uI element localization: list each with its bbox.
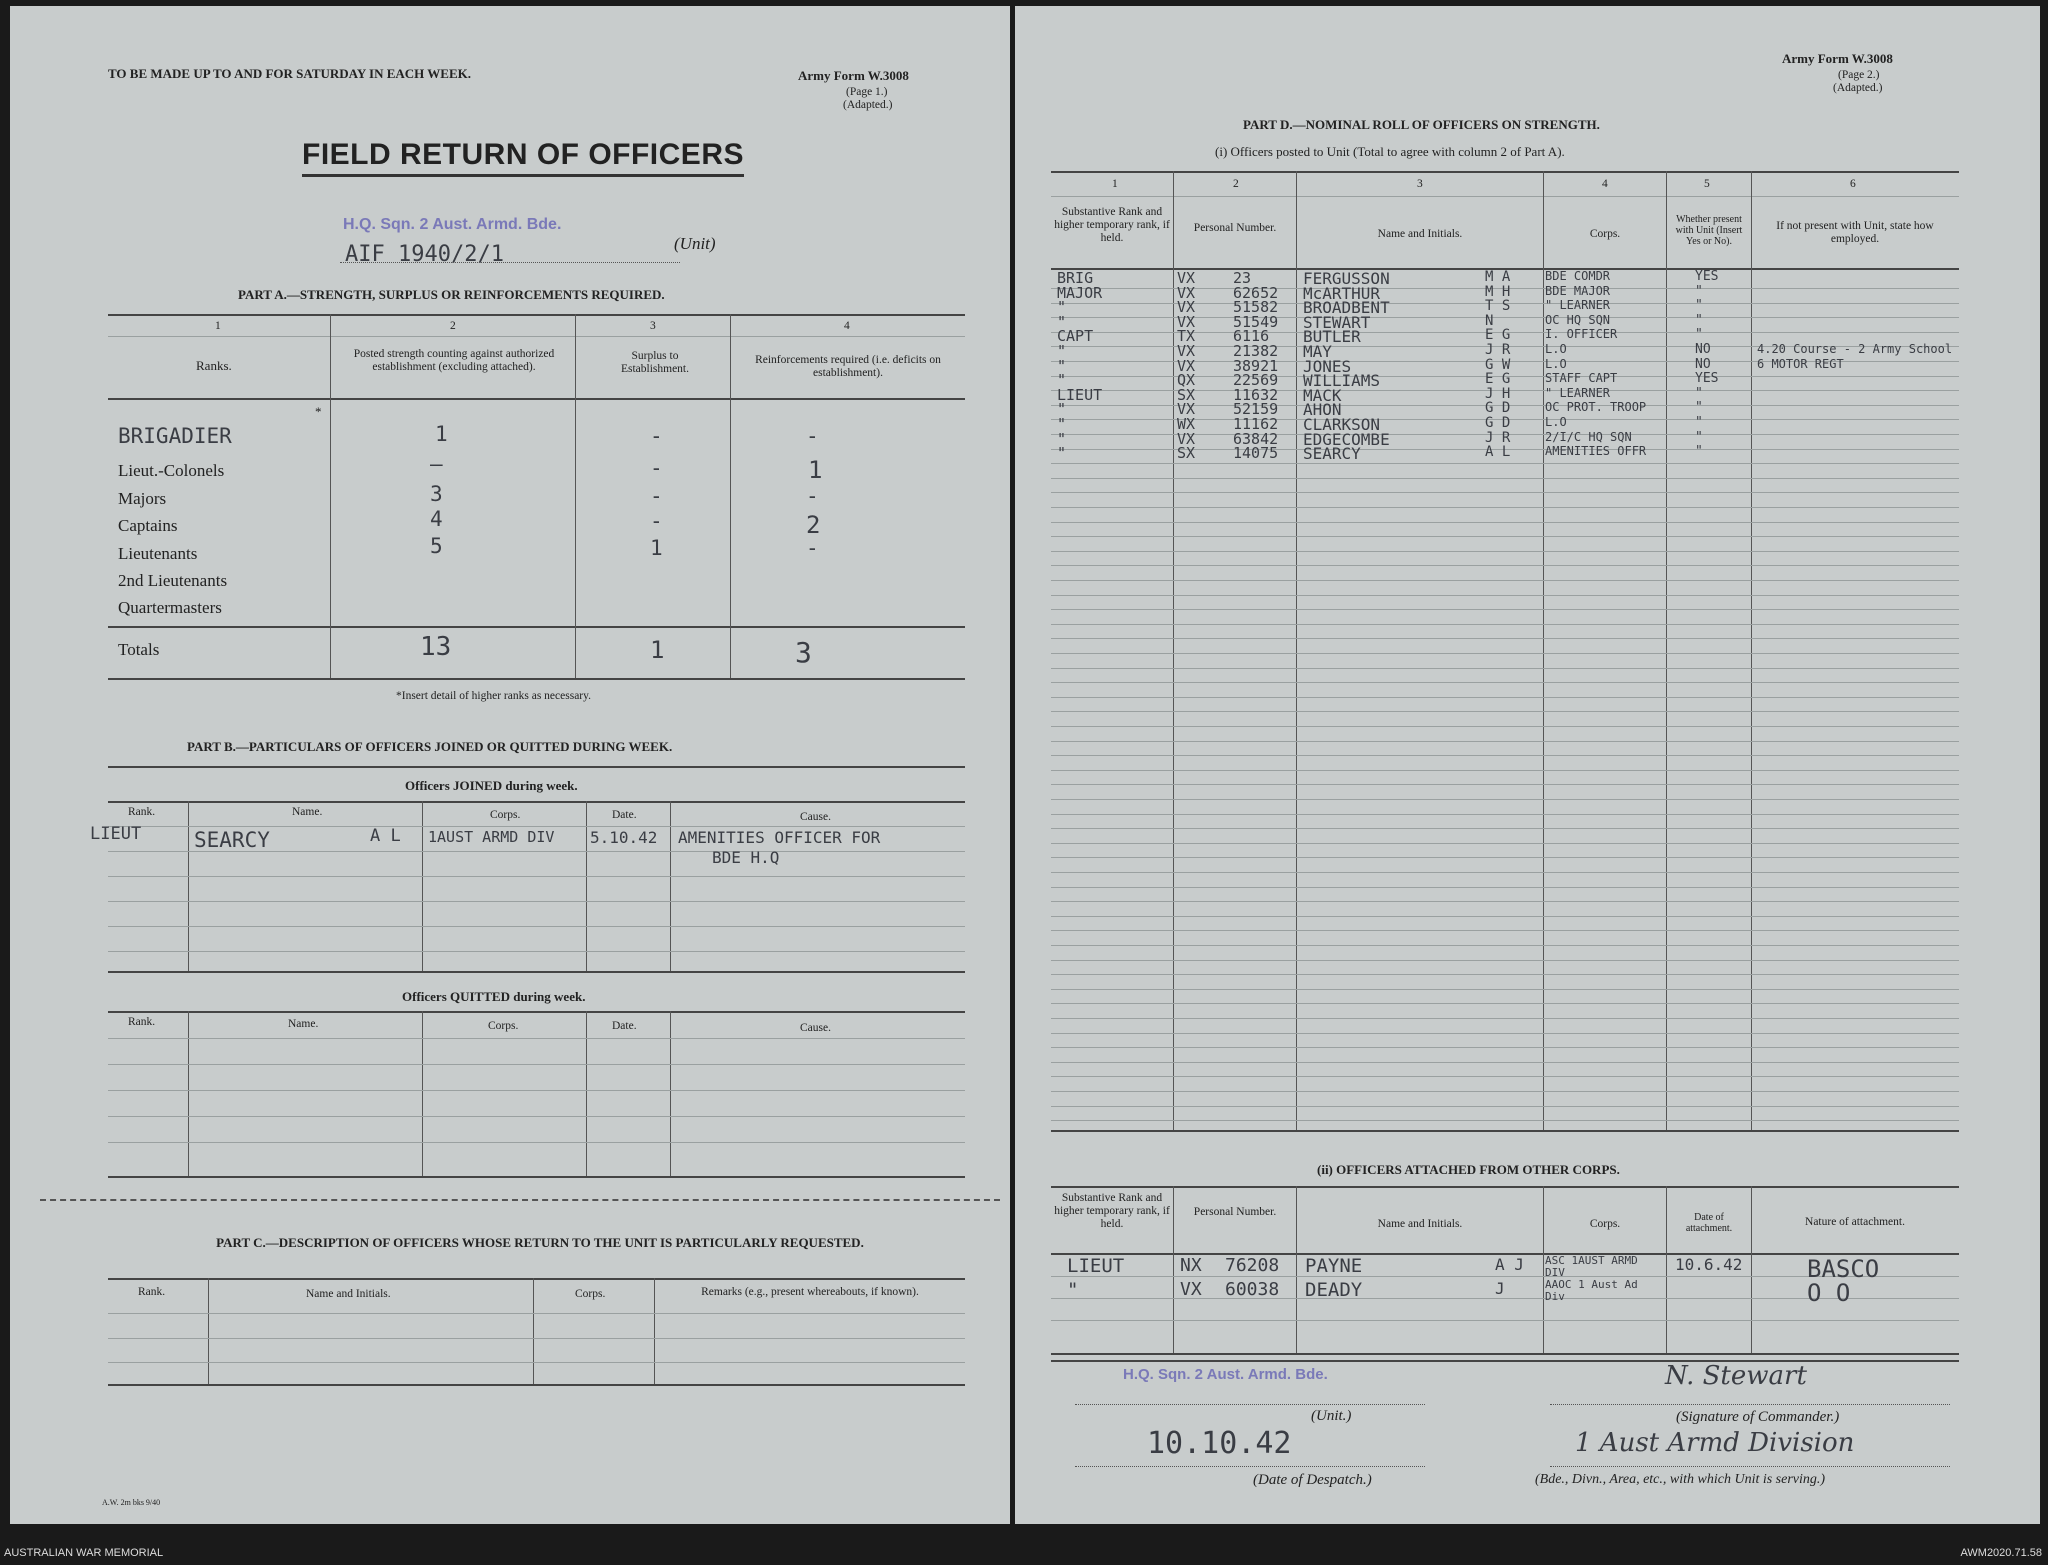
part-c-col-name: Name and Initials.	[306, 1288, 391, 1300]
roll-init: J R	[1485, 430, 1511, 446]
row-strength: 5	[430, 534, 443, 558]
signature-label: (Signature of Commander.)	[1676, 1409, 1840, 1425]
roll-present: NO	[1695, 357, 1711, 372]
part-a-col-4: 4	[844, 320, 850, 332]
roll-name: AHON	[1303, 400, 1342, 419]
attached-init: J	[1495, 1279, 1505, 1298]
roll-init: M H	[1485, 284, 1511, 300]
totals-strength: 13	[420, 632, 452, 662]
row-surplus: 1	[650, 536, 663, 560]
row-rank: Quartermasters	[118, 598, 222, 617]
roll-num: 14075	[1233, 444, 1279, 462]
att-header-nature: Nature of attachment.	[1805, 1216, 1905, 1228]
roll-rank: MAJOR	[1057, 284, 1103, 302]
row-reinf: 1	[808, 456, 823, 484]
part-c-col-rank: Rank.	[138, 1286, 166, 1298]
joined-rank: LIEUT	[90, 824, 142, 844]
attached-init: A J	[1495, 1255, 1524, 1274]
header-name-initials: Name and Initials.	[1377, 228, 1463, 240]
row-surplus: -	[650, 484, 663, 508]
roll-init: E G	[1485, 327, 1511, 343]
roll-init: G D	[1485, 415, 1511, 431]
roll-corps: " LEARNER	[1545, 298, 1611, 312]
joined-corps: 1AUST ARMD DIV	[428, 828, 555, 846]
page-number: (Page 1.)	[846, 86, 888, 98]
row-rank: Lieutenants	[118, 544, 198, 563]
roll-num: 22569	[1233, 371, 1279, 389]
roll-corps: STAFF CAPT	[1545, 371, 1618, 385]
roll-corps: AMENITIES OFFR	[1545, 444, 1647, 458]
roll-pref: VX	[1177, 357, 1196, 375]
part-a-heading: PART A.—STRENGTH, SURPLUS OR REINFORCEMENTS REQUIRED.	[238, 287, 665, 302]
roll-corps: BDE MAJOR	[1545, 284, 1611, 298]
roll-rank: "	[1057, 342, 1067, 360]
roll-pref: VX	[1177, 430, 1196, 448]
header-personal-number: Personal Number.	[1193, 222, 1277, 234]
joined-cause-1: AMENITIES OFFICER FOR	[678, 828, 881, 847]
roll-name: MAY	[1303, 342, 1332, 361]
roll-init: G W	[1485, 357, 1511, 373]
totals-reinf: 3	[795, 636, 812, 669]
roll-corps: 2/I/C HQ SQN	[1545, 430, 1632, 444]
totals-surplus: 1	[650, 636, 665, 664]
roll-rank: CAPT	[1057, 327, 1094, 345]
attached-corps: ASC 1AUST ARMD DIV	[1545, 1254, 1638, 1279]
roll-init: M A	[1485, 269, 1511, 285]
attached-heading: (ii) OFFICERS ATTACHED FROM OTHER CORPS.	[1317, 1162, 1620, 1177]
header-ranks: Ranks.	[196, 358, 232, 373]
roll-name: MACK	[1303, 386, 1342, 405]
part-d-col-4: 4	[1602, 178, 1608, 190]
row-rank: Captains	[118, 516, 178, 535]
attached-corps: AAOC 1 Aust Ad Div	[1545, 1278, 1638, 1303]
header-reinforcements: Reinforcements required (i.e. deficits on establishment).	[755, 354, 941, 379]
att-header-date: Date of attachment.	[1685, 1212, 1733, 1234]
asterisk: *	[315, 404, 322, 419]
quitted-col-rank: Rank.	[128, 1016, 156, 1028]
row-surplus: -	[650, 509, 663, 533]
row-reinf: 2	[806, 511, 821, 539]
roll-rank: "	[1057, 430, 1067, 448]
roll-init: N	[1485, 313, 1494, 329]
roll-present: "	[1695, 284, 1703, 299]
roll-pref: TX	[1177, 327, 1196, 345]
roll-present: YES	[1695, 269, 1719, 284]
page-number-right: (Page 2.)	[1838, 69, 1880, 81]
roll-present: "	[1695, 430, 1703, 445]
roll-pref: SX	[1177, 444, 1196, 462]
joined-date: 5.10.42	[590, 828, 658, 847]
attached-pref: VX	[1180, 1279, 1202, 1300]
attached-nature: O O	[1807, 1279, 1851, 1307]
joined-name: SEARCY	[194, 828, 270, 852]
unit-stamp: H.Q. Sqn. 2 Aust. Armd. Bde.	[343, 216, 562, 233]
joined-cause-2: BDE H.Q	[712, 848, 780, 867]
totals-label: Totals	[118, 640, 160, 659]
quitted-col-name: Name.	[288, 1018, 319, 1030]
row-reinf: -	[806, 536, 819, 560]
part-d-col-3: 3	[1417, 178, 1423, 190]
roll-name: BROADBENT	[1303, 298, 1390, 317]
formation-handwritten: 1 Aust Armd Division	[1575, 1428, 1855, 1458]
row-surplus: -	[650, 424, 663, 448]
row-rank: Lieut.-Colonels	[118, 461, 225, 480]
part-a-footnote: *Insert detail of higher ranks as necessary.	[396, 690, 592, 702]
row-rank: Majors	[118, 489, 167, 508]
roll-employed: 6 MOTOR REGT	[1757, 357, 1844, 371]
row-reinf: -	[806, 484, 819, 508]
top-note: TO BE MADE UP TO AND FOR SATURDAY IN EACH WEEK.	[108, 66, 471, 81]
roll-corps: I. OFFICER	[1545, 327, 1618, 341]
adapted-note-right: (Adapted.)	[1833, 82, 1883, 94]
roll-rank: LIEUT	[1057, 386, 1103, 404]
part-d-subheading: (i) Officers posted to Unit (Total to agree with column 2 of Part A).	[1215, 144, 1565, 159]
attached-name: PAYNE	[1305, 1255, 1363, 1277]
roll-pref: VX	[1177, 342, 1196, 360]
form-number-right: Army Form W.3008	[1782, 51, 1893, 66]
row-surplus: -	[650, 456, 663, 480]
joined-initials: A L	[370, 826, 401, 846]
roll-present: "	[1695, 400, 1703, 415]
part-a-col-3: 3	[650, 320, 656, 332]
joined-col-date: Date.	[612, 809, 637, 821]
roll-corps: " LEARNER	[1545, 386, 1611, 400]
row-rank: BRIGADIER	[118, 424, 232, 448]
attached-num: 60038	[1225, 1279, 1280, 1300]
roll-name: CLARKSON	[1303, 415, 1381, 434]
unit-line	[340, 262, 680, 263]
part-c-col-remarks: Remarks (e.g., present whereabouts, if known).	[701, 1286, 919, 1298]
roll-rank: "	[1057, 371, 1067, 389]
quitted-heading: Officers QUITTED during week.	[402, 989, 586, 1004]
roll-present: "	[1695, 415, 1703, 430]
roll-num: 6116	[1233, 327, 1270, 345]
roll-corps: L.O	[1545, 415, 1567, 429]
cut-line	[40, 1199, 1000, 1201]
roll-rank: "	[1057, 357, 1067, 375]
roll-corps: OC HQ SQN	[1545, 313, 1611, 327]
part-a-col-1: 1	[215, 320, 221, 332]
row-strength: 3	[430, 482, 443, 506]
joined-col-cause: Cause.	[800, 811, 831, 823]
roll-present: NO	[1695, 342, 1711, 357]
quitted-col-date: Date.	[612, 1020, 637, 1032]
roll-init: J R	[1485, 342, 1511, 358]
roll-name: JONES	[1303, 357, 1352, 376]
joined-col-name: Name.	[292, 806, 323, 818]
roll-num: 38921	[1233, 357, 1279, 375]
roll-present: "	[1695, 298, 1703, 313]
attached-num: 76208	[1225, 1255, 1280, 1276]
roll-rank: BRIG	[1057, 269, 1094, 287]
archive-credit: AUSTRALIAN WAR MEMORIAL	[4, 1547, 164, 1559]
left-page	[10, 6, 1010, 1524]
joined-col-rank: Rank.	[128, 806, 156, 818]
roll-corps: L.O	[1545, 357, 1567, 371]
roll-pref: VX	[1177, 269, 1196, 287]
roll-name: STEWART	[1303, 313, 1371, 332]
part-a-col-2: 2	[450, 320, 456, 332]
roll-name: FERGUSSON	[1303, 269, 1390, 288]
roll-present: "	[1695, 313, 1703, 328]
formation-label: (Bde., Divn., Area, etc., with which Unit is serving.)	[1535, 1472, 1826, 1487]
roll-pref: VX	[1177, 313, 1196, 331]
roll-corps: OC PROT. TROOP	[1545, 400, 1647, 414]
roll-present: "	[1695, 386, 1703, 401]
footer-unit-stamp: H.Q. Sqn. 2 Aust. Armd. Bde.	[1123, 1366, 1328, 1383]
row-strength: —	[430, 452, 443, 476]
part-d-col-2: 2	[1233, 178, 1239, 190]
attached-nature: BASCO	[1807, 1255, 1880, 1283]
roll-name: EDGECOMBE	[1303, 430, 1390, 449]
roll-pref: SX	[1177, 386, 1196, 404]
roll-num: 63842	[1233, 430, 1279, 448]
header-posted-strength: Posted strength counting against authorized establishment (excluding attached).	[353, 348, 555, 373]
roll-name: SEARCY	[1303, 444, 1361, 463]
quitted-col-corps: Corps.	[488, 1020, 519, 1032]
part-b-heading: PART B.—PARTICULARS OF OFFICERS JOINED OR QUITTED DURING WEEK.	[187, 739, 673, 754]
roll-corps: L.O	[1545, 342, 1567, 356]
joined-col-corps: Corps.	[490, 809, 521, 821]
roll-name: BUTLER	[1303, 327, 1361, 346]
roll-num: 51549	[1233, 313, 1279, 331]
adapted-note: (Adapted.)	[843, 99, 893, 111]
roll-pref: WX	[1177, 415, 1196, 433]
roll-present: YES	[1695, 371, 1719, 386]
row-reinf: -	[806, 424, 819, 448]
row-rank: 2nd Lieutenants	[118, 571, 228, 590]
att-header-rank: Substantive Rank and higher temporary rank, if held.	[1054, 1192, 1170, 1230]
part-d-heading: PART D.—NOMINAL ROLL OF OFFICERS ON STRENGTH.	[1243, 117, 1600, 132]
part-d-col-1: 1	[1112, 178, 1118, 190]
att-header-name: Name and Initials.	[1377, 1218, 1463, 1230]
attached-name: DEADY	[1305, 1279, 1363, 1301]
form-title: FIELD RETURN OF OFFICERS	[302, 138, 744, 177]
roll-name: McARTHUR	[1303, 284, 1381, 303]
header-present: Whether present with Unit (Insert Yes or No).	[1675, 214, 1743, 247]
row-strength: 4	[430, 507, 443, 531]
joined-heading: Officers JOINED during week.	[405, 778, 578, 793]
roll-pref: VX	[1177, 298, 1196, 316]
row-strength: 1	[435, 422, 448, 446]
unit-handwritten: AIF 1940/2/1	[345, 242, 504, 267]
roll-employed: 4.20 Course - 2 Army School	[1757, 342, 1953, 356]
roll-rank: "	[1057, 415, 1067, 433]
header-corps: Corps.	[1589, 228, 1621, 240]
header-substantive-rank: Substantive Rank and higher temporary rank, if held.	[1054, 206, 1170, 244]
attached-pref: NX	[1180, 1255, 1202, 1276]
roll-rank: "	[1057, 298, 1067, 316]
part-d-col-6: 6	[1850, 178, 1856, 190]
header-employed: If not present with Unit, state how employed.	[1776, 220, 1934, 245]
roll-num: 23	[1233, 269, 1252, 287]
attached-date: 10.6.42	[1675, 1255, 1743, 1274]
part-c-heading: PART C.—DESCRIPTION OF OFFICERS WHOSE RETURN TO THE UNIT IS PARTICULARLY REQUESTED.	[216, 1235, 864, 1250]
roll-rank: "	[1057, 400, 1067, 418]
footer-unit-label: (Unit.)	[1311, 1408, 1352, 1424]
header-surplus: Surplus to Establishment.	[620, 350, 690, 375]
roll-pref: QX	[1177, 371, 1196, 389]
roll-num: 21382	[1233, 342, 1279, 360]
roll-init: A L	[1485, 444, 1511, 460]
unit-label: (Unit)	[674, 234, 716, 253]
roll-num: 51582	[1233, 298, 1279, 316]
attached-rank: "	[1067, 1279, 1079, 1301]
roll-init: T S	[1485, 298, 1511, 314]
archive-reference: AWM2020.71.58	[1960, 1547, 2042, 1559]
roll-name: WILLIAMS	[1303, 371, 1381, 390]
att-header-corps: Corps.	[1589, 1218, 1621, 1230]
roll-num: 11162	[1233, 415, 1279, 433]
att-header-number: Personal Number.	[1193, 1206, 1277, 1218]
roll-rank: "	[1057, 313, 1067, 331]
part-c-col-corps: Corps.	[575, 1288, 606, 1300]
commander-signature: N. Stewart	[1665, 1361, 1807, 1391]
roll-init: E G	[1485, 371, 1511, 387]
part-d-col-5: 5	[1704, 178, 1710, 190]
despatch-label: (Date of Despatch.)	[1253, 1472, 1372, 1488]
roll-pref: VX	[1177, 400, 1196, 418]
roll-corps: BDE COMDR	[1545, 269, 1611, 283]
roll-num: 52159	[1233, 400, 1279, 418]
roll-num: 62652	[1233, 284, 1279, 302]
despatch-date: 10.10.42	[1147, 1426, 1292, 1461]
roll-present: "	[1695, 444, 1703, 459]
print-code: A.W. 2m bks 9/40	[102, 1498, 161, 1507]
form-number: Army Form W.3008	[798, 68, 909, 83]
roll-init: G D	[1485, 400, 1511, 416]
quitted-col-cause: Cause.	[800, 1022, 831, 1034]
roll-rank: "	[1057, 444, 1067, 462]
roll-init: J H	[1485, 386, 1511, 402]
roll-present: "	[1695, 327, 1703, 342]
attached-rank: LIEUT	[1067, 1255, 1125, 1277]
roll-num: 11632	[1233, 386, 1279, 404]
roll-pref: VX	[1177, 284, 1196, 302]
right-page	[1015, 6, 2040, 1524]
